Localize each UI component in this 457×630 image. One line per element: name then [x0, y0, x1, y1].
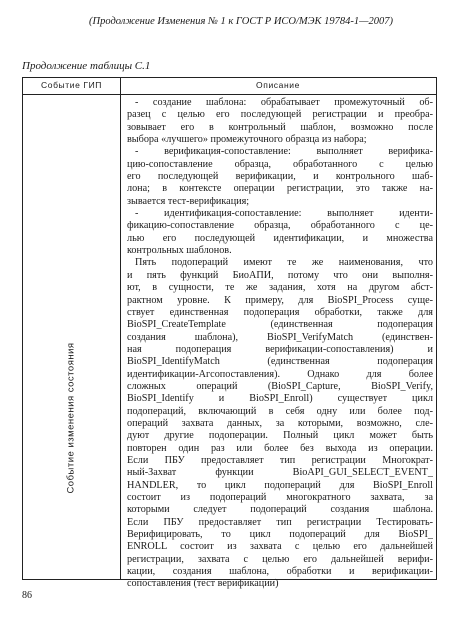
description-line: кации, создания шаблона, обработки и верификации-	[127, 566, 433, 578]
description-line: и пять функций БиоАПИ, потому что они выполня-	[127, 269, 433, 281]
table	[22, 77, 437, 590]
description-line: - создание шаблона: обрабатывает промежуточный об-	[135, 97, 433, 108]
column-divider	[120, 78, 121, 579]
row-label: Событие изменения состояния	[65, 342, 77, 494]
description-line: - верификация-сопоставление: выполняет верифика-	[135, 146, 433, 158]
table-caption: Продолжение таблицы С.1	[22, 60, 151, 72]
row-label-cell	[61, 298, 81, 538]
description-line: BioSPI_Identify и BioSPI_Enroll) существует цикл	[127, 393, 433, 405]
description-line: фикацию-сопоставление образца, обработанного с це-	[127, 220, 433, 232]
description-line: регистрации, захвата с целью его дальнейшей верифи-	[127, 553, 433, 565]
description-line: операций захвата данных, за которыми, возможно, сле-	[127, 417, 433, 429]
description-line: HANDLER, то цикл подопераций для BioSPI_Enroll	[127, 479, 433, 491]
description-line: дуют другие подоперации. Полный цикл может быть	[127, 430, 433, 442]
table-header-row	[23, 78, 436, 95]
description-line: Верифицировать, то цикл подопераций для BioSPI_	[127, 529, 433, 541]
description-line: идентификации-Агсопоставления). Однако для более	[127, 368, 433, 380]
description-line: зывается тест-верификация;	[127, 195, 250, 207]
page-number: 86	[22, 590, 32, 601]
description-line: рактном уровне. К примеру, для BioSPI_Process суще-	[127, 294, 433, 306]
description-line: Пять подопераций имеют те же наименования, что	[135, 257, 433, 269]
description-line: ют, в сущности, те же задания, хотя на другом абст-	[127, 282, 433, 294]
running-header: (Продолжение Изменения № 1 к ГОСТ Р ИСО/МЭК 19784-1—2007)	[89, 16, 393, 27]
description-line: сложных операций (BioSPI_Capture, BioSPI_Verify,	[127, 380, 433, 392]
description-line: состоит из подопераций многократного захвата, за	[127, 492, 433, 503]
description-line: ный-Захват функции BioAPI_GUI_SELECT_EVENT_	[127, 467, 433, 479]
description-line: зовывает его в контрольный шаблон, возможно после	[127, 121, 433, 133]
description-line: Если ПБУ предоставляет тип регистрации Многократ-	[127, 454, 433, 466]
description-line: лью его последующей идентификации, и множества	[127, 232, 433, 244]
column-header-event: Событие ГИП	[41, 80, 102, 90]
description-line: сопоставления (тест верификации)	[127, 578, 279, 590]
description-line: подопераций, включающий в себя одну или более под-	[127, 405, 433, 417]
description-line: - идентификация-сопоставление: выполняет иденти-	[135, 208, 433, 220]
description-line: разец с целью его последующей регистрации и преобра-	[127, 109, 433, 121]
description-line: создания шаблона), BioSPI_VerifyMatch (единствен-	[127, 331, 433, 343]
description-line: которыми следует подопераций создания шаблона.	[127, 504, 433, 516]
description-line: ная подоперация верификации-сопоставления) и	[127, 343, 433, 355]
column-header-description: Описание	[256, 80, 300, 90]
description-line: BioSPI_CreateTemplate (единственная подоперация	[127, 319, 433, 331]
description-line: ствует единственная подоперация обработки, также для	[127, 306, 433, 318]
description-line: выбора «лучшего» промежуточного образца из набора;	[127, 134, 367, 146]
description-line: Если ПБУ предоставляет тип регистрации Тестировать-	[127, 516, 433, 528]
description-line: ENROLL состоит из захвата с целью его дальнейшей	[127, 541, 433, 553]
description-line: контрольных шаблонов.	[127, 245, 232, 257]
description-line: цию-сопоставление образца, обработанного с целью	[127, 158, 433, 170]
description-line: его последующей верификации, и контрольного шаб-	[127, 171, 433, 183]
description-line: лона; в контексте операции регистрации, это также на-	[127, 183, 433, 195]
description-cell	[127, 97, 433, 591]
description-line: повторен один раз или более без выхода из операции.	[127, 442, 433, 454]
description-line: BioSPI_IdentifyMatch (единственная подоперация	[127, 356, 433, 368]
